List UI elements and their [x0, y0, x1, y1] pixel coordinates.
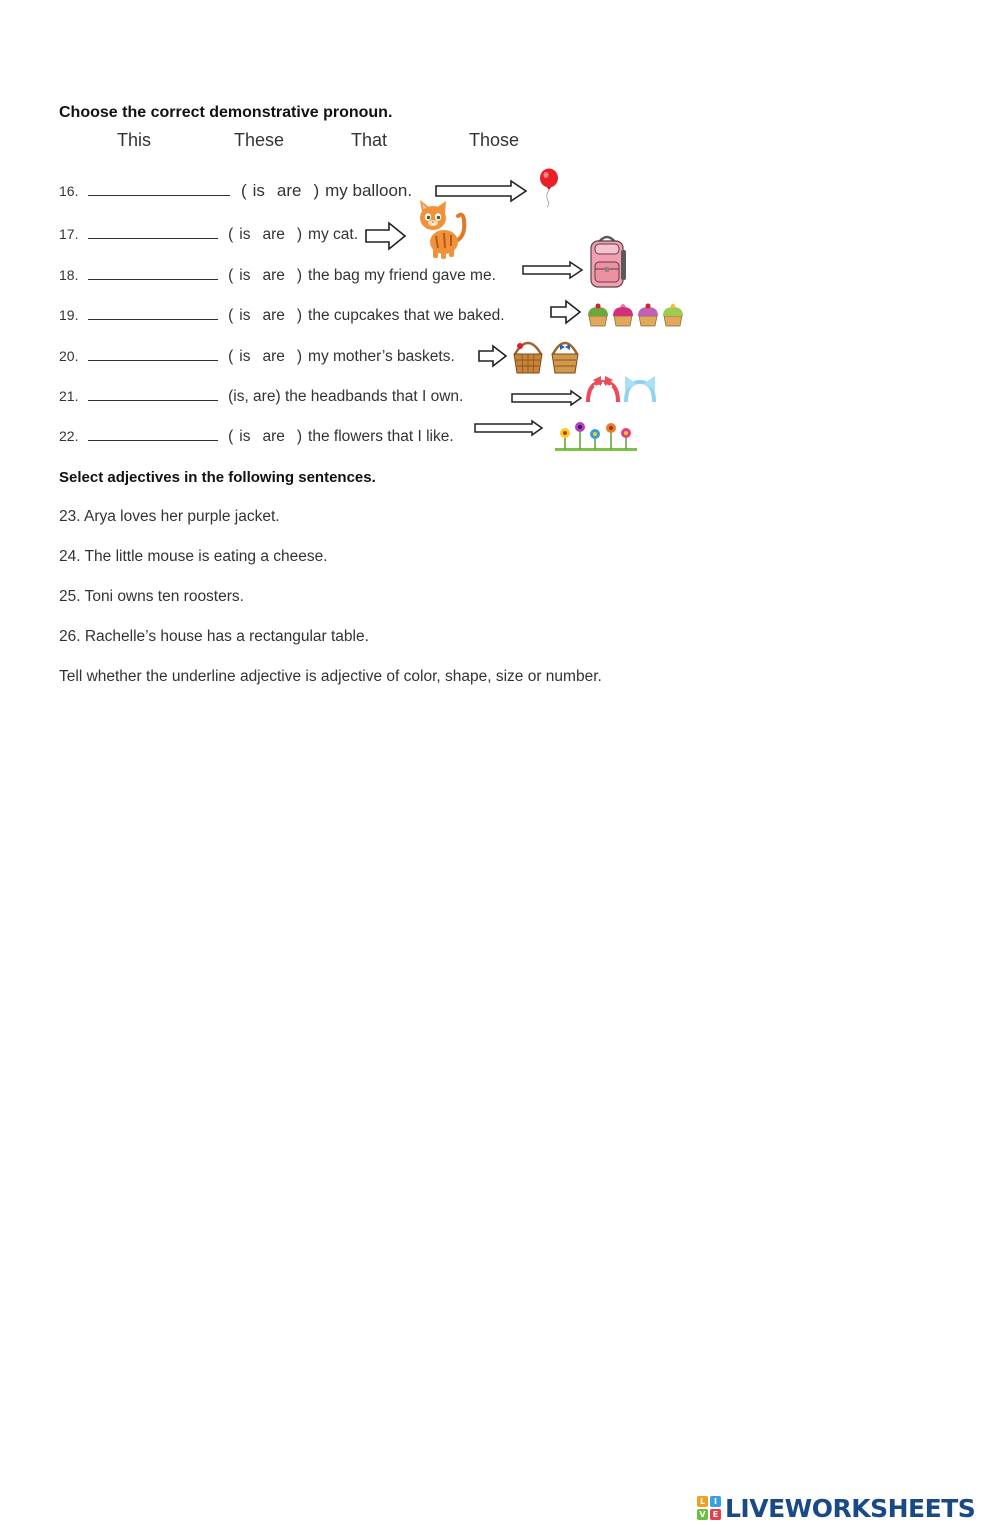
answer-blank-20[interactable]	[88, 347, 218, 361]
arrow-right-icon	[522, 261, 584, 279]
answer-blank-18[interactable]	[88, 266, 218, 280]
arrow-right-icon	[511, 390, 583, 406]
answer-blank-17[interactable]	[88, 225, 218, 239]
backpack-icon	[585, 234, 629, 290]
answer-blank-16[interactable]	[88, 182, 230, 196]
choice-is-17[interactable]: is	[239, 226, 251, 243]
cupcakes-icon	[586, 300, 688, 328]
liveworksheets-logo	[697, 1493, 975, 1523]
logo-text: LIVEWORKSHEETS	[725, 1493, 976, 1523]
arrow-right-icon	[474, 420, 544, 436]
answer-blank-21[interactable]	[88, 387, 218, 401]
sentence-26[interactable]: 26. Rachelle’s house has a rectangular table.	[59, 628, 369, 645]
arrow-right-icon	[435, 180, 527, 202]
word-bank-these: These	[234, 130, 285, 150]
choice-are-16[interactable]: are	[276, 181, 302, 200]
section-title-adjectives: Select adjectives in the following sentences.	[59, 469, 376, 486]
choice-are-19[interactable]: are	[262, 307, 285, 324]
baskets-icon	[512, 338, 582, 378]
sentence-24[interactable]: 24. The little mouse is eating a cheese.	[59, 548, 328, 565]
choice-are-20[interactable]: are	[262, 348, 285, 365]
choice-is-16[interactable]: is	[252, 181, 265, 200]
choice-is-19[interactable]: is	[239, 307, 251, 324]
flowers-icon	[555, 420, 639, 456]
instruction-adjective-type: Tell whether the underline adjective is adjective of color, shape, size or number.	[59, 668, 602, 685]
choice-is-18[interactable]: is	[239, 267, 251, 284]
arrow-right-icon	[478, 345, 508, 367]
logo-blocks-icon: L I V E	[697, 1495, 723, 1521]
choice-is-20[interactable]: is	[239, 348, 251, 365]
section-title-pronouns: Choose the correct demonstrative pronoun.	[59, 104, 393, 121]
choice-are-17[interactable]: are	[262, 226, 285, 243]
question-22: 22. ( is are ) the flowers that I like.	[59, 428, 454, 445]
answer-blank-22[interactable]	[88, 427, 218, 441]
cat-icon	[414, 200, 468, 260]
choice-are-22[interactable]: are	[262, 428, 285, 445]
word-bank-this: This	[117, 130, 152, 150]
question-20: 20. ( is are ) my mother’s baskets.	[59, 348, 455, 365]
arrow-right-icon	[550, 300, 582, 324]
question-18: 18. ( is are ) the bag my friend gave me.	[59, 267, 496, 284]
word-bank-that: That	[351, 130, 388, 150]
question-21: 21. (is, are) the headbands that I own.	[59, 388, 464, 405]
choice-are-18[interactable]: are	[262, 267, 285, 284]
question-16: 16. ( is are ) my balloon.	[59, 181, 413, 200]
word-bank-those: Those	[469, 130, 520, 150]
question-17: 17. ( is are ) my cat.	[59, 226, 358, 243]
choice-is-are-21[interactable]: (is, are)	[228, 388, 281, 405]
sentence-25[interactable]: 25. Toni owns ten roosters.	[59, 588, 244, 605]
balloon-icon	[538, 168, 562, 208]
arrow-right-icon	[365, 222, 407, 250]
sentence-23[interactable]: 23. Arya loves her purple jacket.	[59, 508, 280, 525]
headbands-icon	[585, 374, 659, 406]
choice-is-22[interactable]: is	[239, 428, 251, 445]
question-19: 19. ( is are ) the cupcakes that we baked.	[59, 307, 505, 324]
answer-blank-19[interactable]	[88, 306, 218, 320]
